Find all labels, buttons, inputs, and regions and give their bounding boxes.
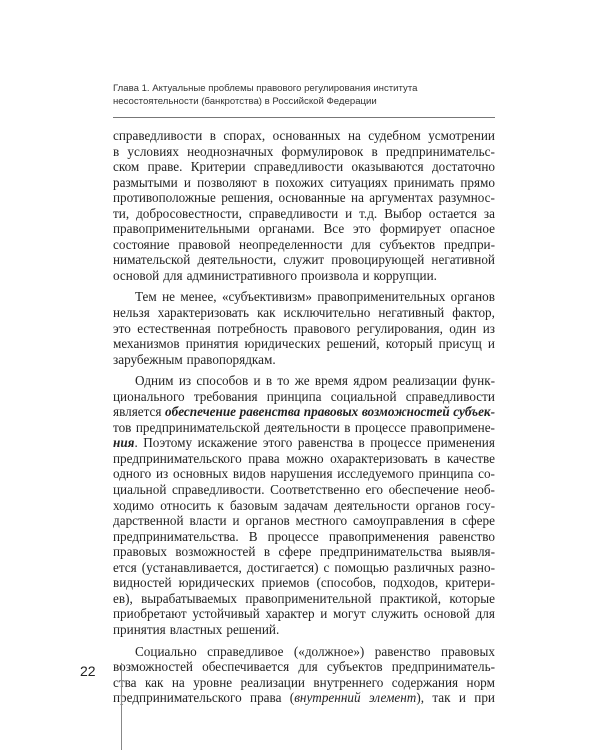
header-divider	[113, 117, 495, 118]
body-text	[113, 128, 495, 706]
text-line: циальной справедливости. Соответственно его обеспечение необ-	[113, 482, 495, 498]
text-line: размытыми и позволяют в похожих ситуациях принимать прямо	[113, 174, 495, 190]
text-line: ском праве. Критерии справедливости оказываются достаточно	[113, 159, 495, 175]
text-line: приобретают устойчивый характер и могут служить основой для	[113, 606, 495, 622]
text-line: правоприменительными органами. Все это формирует опасное	[113, 221, 495, 237]
text-line: противоположные решения, основанные на аргументах разумнос-	[113, 190, 495, 206]
running-header-line-2: несостоятельности (банкротства) в Российской Федерации	[113, 96, 377, 107]
text-line: справедливости в спорах, основанных на судебном усмотрении	[113, 128, 495, 143]
text-line: ходимо относить к базовым задачам деятельности органов госу-	[113, 497, 495, 513]
text-line: основой для административного произвола и коррупции.	[113, 267, 437, 283]
text-line: нимательской деятельности, служит провоцирующей негативной	[113, 252, 495, 268]
text-line: Тем не менее, «субъективизм» правоприменительных органов	[135, 289, 495, 305]
text-line: предпринимательства. В процессе правоприменения равенство	[113, 528, 495, 544]
text-line: состояние правовой неопределенности для субъектов предпри-	[113, 236, 495, 252]
text-line: нельзя характеризовать как исключительно негативный фактор,	[113, 305, 495, 321]
text-line: дарственной власти и органов местного самоуправления в сфере	[113, 513, 495, 529]
text-line: одного из основных видов нарушения исследуемого принципа со-	[113, 466, 495, 482]
margin-rule	[121, 663, 122, 750]
text-line: предпринимательского права можно охарактеризовать в качестве	[113, 450, 495, 466]
text-line: Одним из способов и в то же время ядром реализации функ-	[135, 373, 495, 389]
text-line: зарубежным правопорядкам.	[113, 351, 276, 367]
text-line: принятия властных решений.	[113, 621, 280, 637]
text-line: механизмов принятия юридических решений, который присущ и	[113, 336, 495, 352]
text-line: ти, добросовестности, справедливости и т.д. Выбор остается за	[113, 205, 495, 221]
page-number: 22	[80, 663, 96, 679]
text-line: ционального требования принципа социальной справедливости	[113, 388, 495, 404]
text-line: ния. Поэтому искажение этого равенства в процессе применения	[113, 435, 495, 451]
text-line: предпринимательского права (внутренний элемент), так и при	[113, 690, 495, 706]
text-line: это естественная потребность правового регулирования, один из	[113, 320, 495, 336]
text-line: ев), вырабатываемых правоприменительной практикой, которые	[113, 590, 495, 606]
text-line: ства как на уровне реализации внутреннего содержания норм	[113, 674, 495, 690]
text-line: правовых возможностей в сфере предпринимательства выявля-	[113, 544, 495, 560]
text-line: возможностей обеспечивается для субъектов предприниматель-	[113, 659, 495, 675]
text-line: ется (устанавливается, достигается) с помощью различных разно-	[113, 559, 495, 575]
text-line: является обеспечение равенства правовых возможностей субъек-	[113, 404, 495, 420]
text-line: Социально справедливое («должное») равенство правовых	[135, 643, 495, 659]
text-line: в условиях неоднозначных формулировок в предпринимательс-	[113, 143, 495, 159]
running-header	[113, 82, 513, 108]
text-line: тов предпринимательской деятельности в процессе правопримене-	[113, 419, 495, 435]
running-header-line-1: Глава 1. Актуальные проблемы правового регулирования института	[113, 83, 418, 94]
text-line: видностей юридических приемов (способов, подходов, критери-	[113, 575, 495, 591]
